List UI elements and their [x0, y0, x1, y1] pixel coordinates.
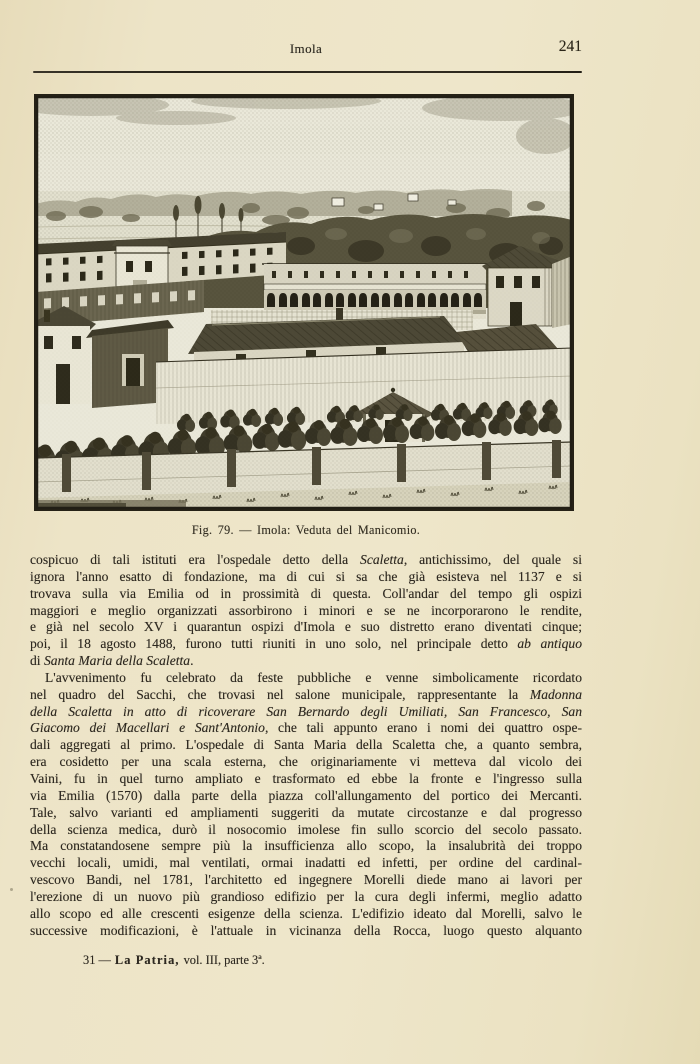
- body-line: nel quadro del Sacchi, che trovasi nel salone municipale, rappresentante la Madonna: [30, 686, 582, 702]
- body-line: successive modificazioni, è l'attuale in vicinanza della Rocca, luogo questo alquanto: [30, 922, 582, 938]
- body-line: trovava sulla via Emilia od in prossimità di questa. Coll'andar del tempo gli ospizi: [30, 585, 582, 601]
- body-line: Tale, salvo varianti ed ampliamenti suggeriti da mutate circostanze e dal progresso: [30, 804, 582, 820]
- body-line: della scienza medica, durò il nosocomio imolese fin sullo scorcio del secolo passato.: [30, 821, 582, 837]
- body-line: L'avvenimento fu celebrato da feste pubbliche e venne simbolicamente ricordato: [45, 669, 582, 685]
- footer-volume: vol. III, parte 3ª.: [183, 953, 265, 967]
- body-line: vecchi locali, umidi, mal ventilati, ormai inadatti ed infetti, per ordine del cardinal-: [30, 855, 582, 871]
- body-line: vescovo Bandi, nel 1781, l'architetto ed ingegnere Morelli diede mano ai lavori per: [30, 872, 582, 888]
- body-line: e già nel secolo XV i quarantun ospizi d'Imola e suo distretto erano diventati cinque;: [30, 619, 582, 635]
- footer-work-title: La Patria,: [114, 953, 180, 967]
- body-line: maggiori e meglio organizzati assorbirono i minori e se ne incorporarono le rendite,: [30, 602, 582, 618]
- body-line: l'erezione di un nuovo più grandioso edifizio per la cura degli infermi, meglio adatto: [30, 888, 582, 904]
- body-line: della Scaletta in atto di ricoverare San Bernardo degli Umiliati, San Francesco, San: [30, 703, 582, 719]
- running-title: Imola: [289, 41, 323, 56]
- footer-signature-line: [83, 953, 265, 968]
- body-line: poi, il 18 agosto 1488, furono tutti riuniti in uno solo, nel principale detto ab antiquo: [30, 636, 582, 652]
- body-line: Ma constatandosene sempre più la insufficienza allo scopo, la insalubrità dei troppo: [30, 838, 582, 854]
- body-text: [30, 552, 582, 939]
- manicomio-engraving-illustration: [36, 96, 572, 509]
- scan-speck: [10, 888, 13, 891]
- figure-engraving: [34, 94, 574, 511]
- body-line: era cosidetto per una scala esterna, che originariamente vi metteva dal vicolo dei: [30, 754, 582, 770]
- body-line: ignora l'anno esatto di fondazione, ma di cui si sa che già esisteva nel 1137 e si: [30, 568, 582, 584]
- body-line: dali aggregati al primo. L'ospedale di Santa Maria della Scaletta che, a quanto sembra,: [30, 737, 582, 753]
- body-line: cospicuo di tali istituti era l'ospedale detto della Scaletta, antichissimo, del quale si: [30, 552, 582, 567]
- body-line: di Santa Maria della Scaletta.: [30, 653, 194, 669]
- header-rule: [33, 71, 582, 73]
- body-line: Vaini, fu in quel turno ampliato e trasformato ed ebbe la fronte e l'ingresso sulla: [30, 770, 582, 786]
- figure-caption: Fig. 79. — Imola: Veduta del Manicomio.: [191, 523, 421, 537]
- body-line: via Emilia (1570) dalla parte della piazza coll'allungamento del portico dei Mercanti.: [30, 787, 582, 803]
- body-line: allo scopo ed alle crescenti esigenze della scienza. L'edifizio ideato dal Morelli, salvo le: [30, 905, 582, 921]
- footer-signature: 31 —: [83, 953, 111, 967]
- body-line: Giacomo dei Macellari e Sant'Antonio, che tali appunto erano i nomi dei quattro ospe-: [30, 720, 582, 736]
- page-number: 241: [558, 38, 582, 55]
